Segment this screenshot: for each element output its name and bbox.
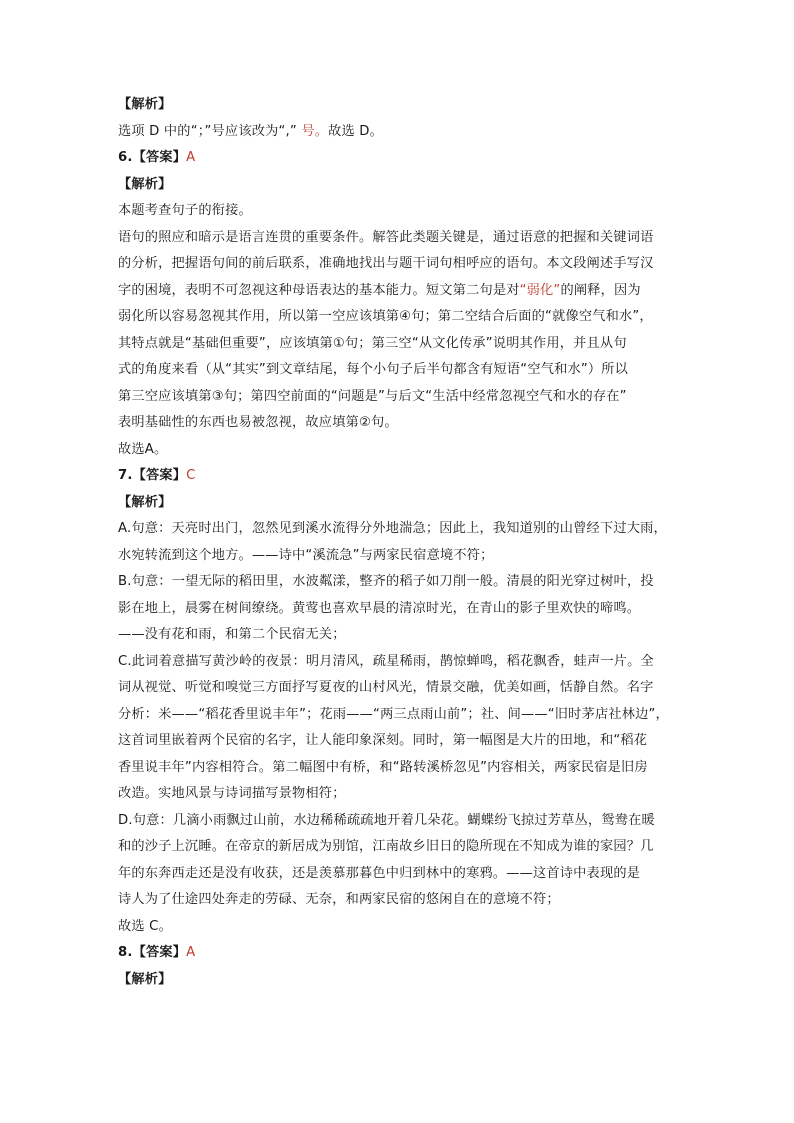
q7-option-c-line: 这首词里嵌着两个民宿的名字，让人能印象深刻。同时，第一幅图是大片的田地，和“稻花 — [118, 733, 648, 748]
q8-answer-letter: A — [186, 945, 196, 960]
q7-option-d-line: 年的东奔西走还是没有收获，还是羡慕那暮色中归到林中的寒鸦。——这首诗中表现的是 — [118, 865, 641, 881]
q7-answer-label: 7.【答案】 — [118, 468, 187, 483]
q6-answer — [118, 145, 676, 172]
q7-option-c-line: 分析：米——“稻花香里说丰年”；花雨——“两三点雨山前”；社、间——“旧时茅店社林边”， — [118, 706, 669, 722]
q6-paragraph-line: 语句的照应和暗示是语言连贯的重要条件。解答此类题关键是，通过语意的把握和关键词语 — [118, 229, 654, 245]
q7-option-b-line: B.句意：一望无际的稻田里，水波粼漾，整齐的稻子如刀削一般。清晨的阳光穿过树叶，投 — [118, 574, 654, 589]
q7-conclusion: 故选 C。 — [118, 918, 172, 934]
q6-paragraph-line: 本题考查句子的衔接。 — [118, 203, 252, 218]
q6-paragraph-line — [118, 278, 676, 305]
q6-paragraph-line: 表明基础性的东西也易被忽视，故应填第②句。 — [118, 415, 398, 430]
q6-paragraph-line: 的分析，把握语句间的前后联系，准确地找出与题干词句相呼应的语句。本文段阐述手写汉 — [118, 256, 654, 271]
q5-text: 选项 D 中的“；”号应该改为“,” — [118, 123, 297, 139]
q7-option-d-line: 和的沙子上沉睡。在帝京的新居成为别馆，江南故乡旧日的隐所现在不知成为谁的家园？几 — [118, 839, 654, 854]
q7-answer — [118, 463, 676, 490]
q6-text: 的阐释，因为 — [560, 282, 641, 298]
q7-option-c-line: C.此词着意描写黄沙岭的夜景：明月清风，疏星稀雨，鹊惊蝉鸣，稻花飘香，蛙声一片。全 — [118, 653, 654, 669]
q5-text-red: 号。 — [301, 123, 329, 139]
q7-option-a-line: A.句意：天亮时出门，忽然见到溪水流得分外地湍急；因此上，我知道别的山曾经下过大雨， — [118, 521, 667, 536]
analysis-heading: 【解析】 — [118, 176, 172, 192]
q6-term-red: “弱化” — [519, 282, 561, 298]
q8-answer-label: 8.【答案】 — [118, 945, 187, 960]
analysis-heading: 【解析】 — [118, 494, 172, 510]
q6-conclusion: 故选A。 — [118, 441, 168, 457]
q6-text: 字的困境，表明不可忽视这种母语表达的基本能力。短文第二句是对 — [118, 282, 520, 298]
q6-answer-label: 6.【答案】 — [118, 150, 187, 165]
q8-answer — [118, 940, 676, 967]
q7-option-c-line: 词从视觉、听觉和嗅觉三方面抒写夏夜的山村风光，情景交融，优美如画，恬静自然。名字 — [118, 680, 654, 695]
q5-conclusion: 故选 D。 — [328, 123, 384, 139]
analysis-heading: 【解析】 — [118, 971, 172, 987]
q7-option-d-line: D.句意：几滴小雨飘过山前，水边稀稀疏疏地开着几朵花。蝴蝶纷飞掠过芳草丛，鸳鸯在暖 — [118, 812, 655, 828]
q5-explanation — [118, 119, 676, 146]
analysis-heading: 【解析】 — [118, 97, 172, 112]
q7-option-b-line: 影在地上，晨雾在树间缭绕。黄莺也喜欢早晨的清凉时光，在青山的影子里欢快的啼鸣。 — [118, 600, 641, 616]
q7-option-d-line: 诗人为了仕途四处奔走的劳碌、无奈，和两家民宿的悠闲自在的意境不符； — [118, 892, 560, 907]
q6-paragraph-line: 弱化所以容易忽视其作用，所以第一空应该填第④句；第二空结合后面的“就像空气和水”， — [118, 309, 653, 324]
q7-option-c-line: 香里说丰年”内容相符合。第二幅图中有桥，和“路转溪桥忽见”内容相关，两家民宿是旧房 — [118, 759, 648, 775]
q7-option-a-line: 水宛转流到这个地方。——诗中“溪流急”与两家民宿意境不符； — [118, 547, 494, 563]
q7-answer-letter: C — [186, 468, 196, 483]
q6-paragraph-line: 第三空应该填第③句；第四空前面的“问题是”与后文“生活中经常忽视空气和水的存在” — [118, 388, 627, 404]
q7-option-b-line: ——没有花和雨，和第二个民宿无关； — [118, 627, 346, 642]
q7-option-c-line: 改造。实地风景与诗词描写景物相符； — [118, 786, 346, 801]
q6-answer-letter: A — [186, 150, 196, 165]
q6-paragraph-line: 式的角度来看（从“其实”到文章结尾，每个小句子后半句都含有短语“空气和水”）所以 — [118, 362, 629, 377]
q6-paragraph-line: 其特点就是“基础但重要”，应该填第①句；第三空“从文化传承”说明其作用，并且从句 — [118, 335, 627, 351]
